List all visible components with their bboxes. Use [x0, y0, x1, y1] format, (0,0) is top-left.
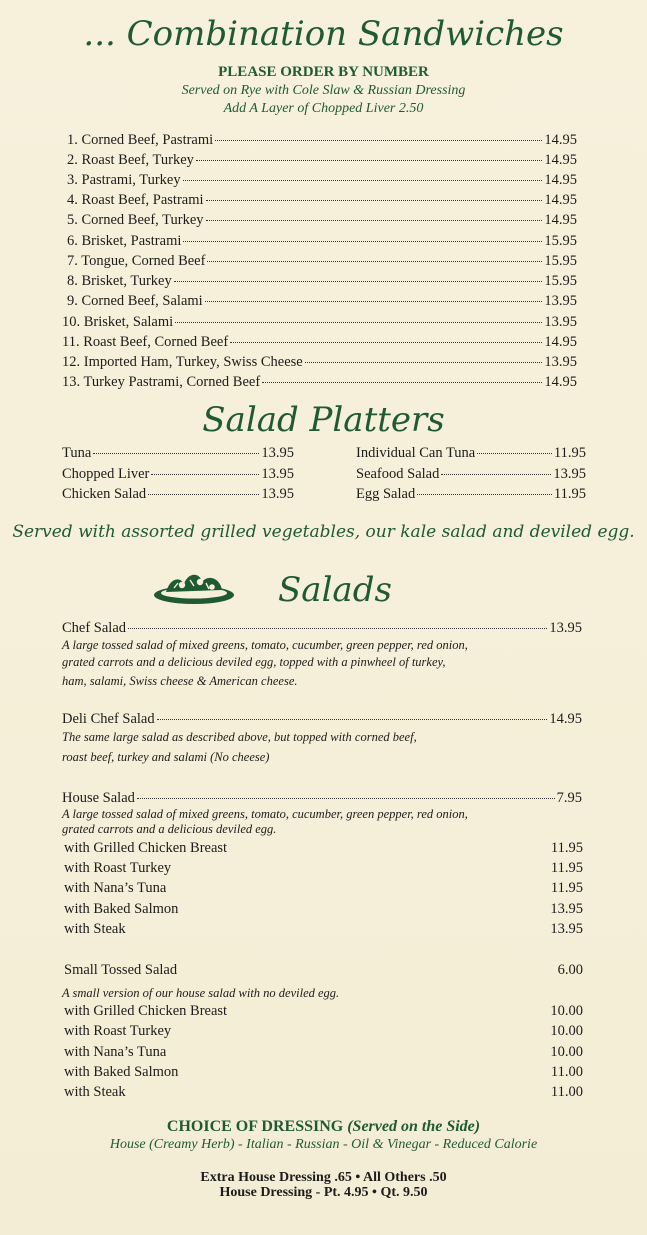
platter-item: [356, 486, 586, 503]
item-description: grated carrots and a delicious deviled egg, topped with a pinwheel of turkey,: [62, 655, 446, 669]
item-price: 6.00: [557, 962, 583, 978]
item-price: 14.95: [544, 212, 577, 228]
menu-item: [62, 790, 582, 807]
item-name: 5. Corned Beef, Turkey: [67, 212, 204, 228]
dot-leader: [157, 719, 548, 720]
menu-item: [62, 374, 577, 391]
item-price: 13.95: [553, 466, 586, 482]
option-price: 13.95: [550, 901, 583, 917]
dot-leader: [151, 474, 259, 475]
menu-item: [62, 314, 577, 331]
option-name: with Steak: [64, 1084, 126, 1100]
salad-platters-title: Salad Platters: [202, 400, 445, 440]
item-name: 1. Corned Beef, Pastrami: [67, 132, 214, 148]
option-name: with Steak: [64, 921, 126, 937]
dot-leader: [230, 342, 542, 343]
menu-item: [67, 273, 577, 290]
option-name: with Nana’s Tuna: [64, 880, 167, 896]
order-by-number-note: PLEASE ORDER BY NUMBER: [218, 64, 429, 80]
item-name: Chopped Liver: [62, 466, 150, 482]
dot-leader: [175, 322, 542, 323]
option-name: with Nana’s Tuna: [64, 1044, 167, 1060]
served-on-rye-note: Served on Rye with Cole Slaw & Russian Dressing: [181, 83, 466, 98]
house-dressing-bulk-prices: House Dressing - Pt. 4.95 • Qt. 9.50: [219, 1185, 428, 1200]
dot-leader: [477, 453, 552, 454]
platter-item: [356, 445, 586, 462]
platters-served-note: Served with assorted grilled vegetables, our kale salad and deviled egg.: [12, 522, 635, 542]
item-price: 14.95: [544, 192, 577, 208]
option-price: 10.00: [550, 1044, 583, 1060]
item-price: 7.95: [556, 790, 582, 806]
item-price: 14.95: [549, 711, 582, 727]
menu-item: [67, 212, 577, 229]
option-name: with Roast Turkey: [64, 1023, 172, 1039]
item-name: 2. Roast Beef, Turkey: [67, 152, 194, 168]
item-name: Tuna: [62, 445, 92, 461]
item-name: 10. Brisket, Salami: [62, 314, 174, 330]
option-price: 11.95: [550, 860, 583, 876]
dot-leader: [441, 474, 551, 475]
item-price: 14.95: [544, 152, 577, 168]
platter-item: [62, 445, 294, 462]
item-name: Chef Salad: [62, 620, 127, 636]
item-price: 13.95: [549, 620, 582, 636]
dot-leader: [206, 200, 543, 201]
item-description: The same large salad as described above, but topped with corned beef,: [62, 730, 417, 744]
item-price: 11.95: [553, 445, 586, 461]
platter-item: [356, 466, 586, 483]
item-name: Deli Chef Salad: [62, 711, 155, 727]
item-description: A small version of our house salad with no deviled egg.: [62, 986, 340, 1000]
menu-item: [67, 253, 577, 270]
item-description: ham, salami, Swiss cheese & American cheese.: [62, 674, 298, 688]
menu-item: [62, 620, 582, 637]
menu-item: [67, 293, 577, 310]
dot-leader: [174, 281, 543, 282]
platter-item: [62, 466, 294, 483]
salad-option: [64, 840, 583, 857]
combination-sandwiches-title: ... Combination Sandwiches: [83, 14, 564, 54]
item-name: 6. Brisket, Pastrami: [67, 233, 182, 249]
dot-leader: [262, 382, 542, 383]
option-price: 10.00: [550, 1023, 583, 1039]
menu-item: [67, 233, 577, 250]
item-price: 14.95: [544, 132, 577, 148]
menu-item: [62, 711, 582, 728]
item-description: A large tossed salad of mixed greens, tomato, cucumber, green pepper, red onion,: [62, 807, 468, 821]
item-price: 14.95: [544, 334, 577, 350]
salad-option: [64, 1084, 583, 1101]
option-price: 11.95: [550, 880, 583, 896]
option-price: 11.00: [550, 1084, 583, 1100]
item-name: 13. Turkey Pastrami, Corned Beef: [62, 374, 261, 390]
item-price: 15.95: [544, 233, 577, 249]
menu-item: [67, 172, 577, 189]
menu-item: [67, 152, 577, 169]
option-name: with Grilled Chicken Breast: [64, 840, 228, 856]
salad-option: [64, 1064, 583, 1081]
salads-title: Salads: [278, 570, 392, 610]
dot-leader: [183, 180, 543, 181]
item-description: roast beef, turkey and salami (No cheese): [62, 750, 270, 764]
extra-dressing-prices: Extra House Dressing .65 • All Others .50: [200, 1170, 447, 1185]
dot-leader: [207, 261, 542, 262]
item-price: 11.95: [553, 486, 586, 502]
dressing-list: House (Creamy Herb) - Italian - Russian - Oil & Vinegar - Reduced Calorie: [109, 1137, 538, 1152]
item-price: 13.95: [261, 466, 294, 482]
option-price: 11.00: [550, 1064, 583, 1080]
option-price: 13.95: [550, 921, 583, 937]
menu-item: [64, 962, 583, 979]
item-price: 13.95: [544, 293, 577, 309]
option-name: with Baked Salmon: [64, 1064, 179, 1080]
menu-item: [62, 354, 577, 371]
menu-item: [62, 334, 577, 351]
dot-leader: [128, 628, 547, 629]
item-name: 4. Roast Beef, Pastrami: [67, 192, 204, 208]
dot-leader: [93, 453, 259, 454]
item-name: 3. Pastrami, Turkey: [67, 172, 181, 188]
option-price: 10.00: [550, 1003, 583, 1019]
platter-item: [62, 486, 294, 503]
salad-option: [64, 1023, 583, 1040]
dot-leader: [205, 301, 543, 302]
dressing-title-text: CHOICE OF DRESSING: [166, 1118, 344, 1135]
dot-leader: [137, 798, 555, 799]
menu-item: [67, 192, 577, 209]
item-price: 14.95: [544, 172, 577, 188]
salad-option: [64, 880, 583, 897]
item-name: Egg Salad: [356, 486, 416, 502]
salad-option: [64, 860, 583, 877]
dot-leader: [417, 494, 552, 495]
item-price: 15.95: [544, 273, 577, 289]
item-name: 11. Roast Beef, Corned Beef: [62, 334, 229, 350]
salad-bowl-icon: [152, 568, 236, 606]
item-name: 7. Tongue, Corned Beef: [67, 253, 206, 269]
salad-option: [64, 1044, 583, 1061]
menu-item: [67, 132, 577, 149]
salad-option: [64, 901, 583, 918]
salad-option: [64, 1003, 583, 1020]
chopped-liver-addon-note: Add A Layer of Chopped Liver 2.50: [223, 101, 424, 116]
option-name: with Baked Salmon: [64, 901, 179, 917]
dot-leader: [206, 220, 543, 221]
item-name: 12. Imported Ham, Turkey, Swiss Cheese: [62, 354, 303, 370]
item-name: 8. Brisket, Turkey: [67, 273, 172, 289]
item-price: 13.95: [261, 486, 294, 502]
item-price: 14.95: [544, 374, 577, 390]
item-price: 15.95: [544, 253, 577, 269]
dot-leader: [196, 160, 543, 161]
dot-leader: [215, 140, 542, 141]
dot-leader: [305, 362, 543, 363]
item-description: A large tossed salad of mixed greens, tomato, cucumber, green pepper, red onion,: [62, 638, 468, 652]
item-description: grated carrots and a delicious deviled egg.: [62, 822, 277, 836]
dot-leader: [183, 241, 542, 242]
option-name: with Roast Turkey: [64, 860, 172, 876]
dressing-title: [0, 1118, 647, 1136]
item-price: 13.95: [544, 354, 577, 370]
item-name: House Salad: [62, 790, 135, 806]
item-price: 13.95: [544, 314, 577, 330]
item-price: 13.95: [261, 445, 294, 461]
item-name: Seafood Salad: [356, 466, 440, 482]
option-name: with Grilled Chicken Breast: [64, 1003, 228, 1019]
item-name: Chicken Salad: [62, 486, 147, 502]
item-name: Individual Can Tuna: [356, 445, 476, 461]
item-name: 9. Corned Beef, Salami: [67, 293, 203, 309]
dot-leader: [148, 494, 259, 495]
option-price: 11.95: [550, 840, 583, 856]
dressing-title-note: (Served on the Side): [347, 1118, 481, 1135]
item-name: Small Tossed Salad: [64, 962, 178, 978]
salad-option: [64, 921, 583, 938]
